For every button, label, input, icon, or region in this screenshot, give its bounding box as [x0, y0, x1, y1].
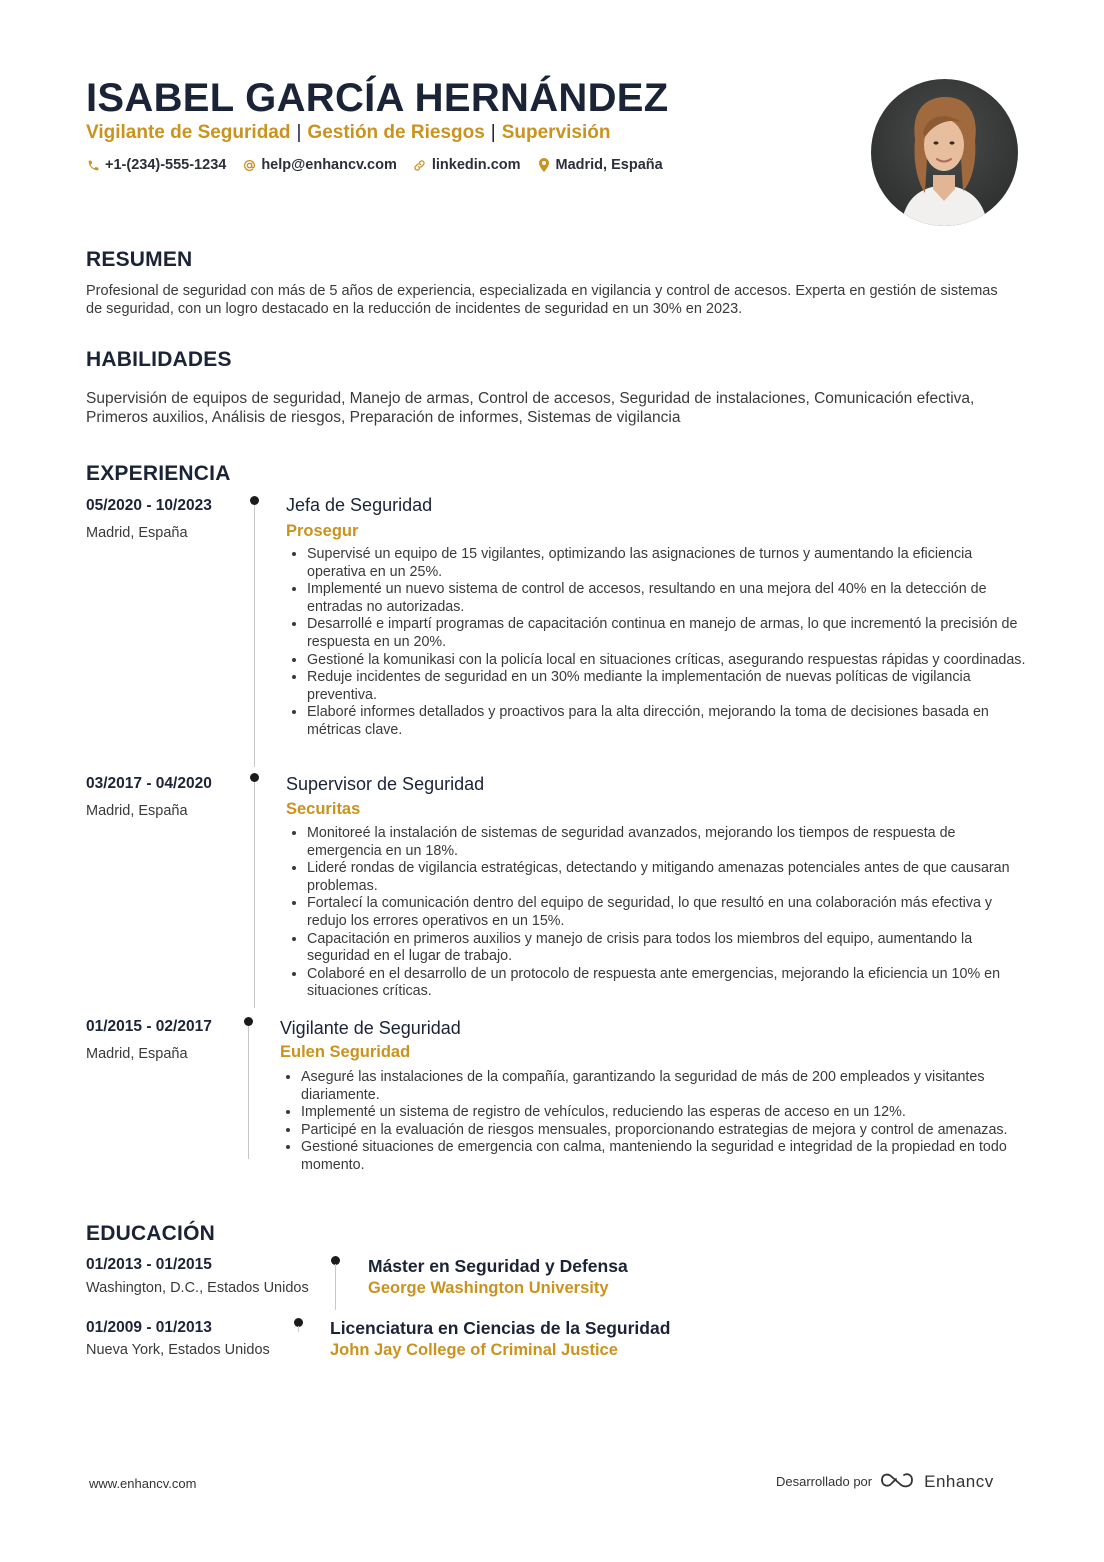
education-degree: Máster en Seguridad y Defensa: [368, 1256, 628, 1276]
contact-linkedin[interactable]: [413, 157, 521, 173]
experience-bullet: • Reduje incidentes de seguridad en un 30% mediante la implementación de nuevas políticas de vigilancia preventiva.: [307, 669, 1027, 704]
skills-text: Supervisión de equipos de seguridad, Manejo de armas, Control de accesos, Seguridad de instalaciones, Comunicación efectiva, Primeros auxilios, Análisis de riesgos, Preparación de informes, Sistemas de vigilancia: [86, 390, 975, 426]
experience-role: Supervisor de Seguridad: [286, 774, 485, 794]
experience-bullet: • Colaboré en el desarrollo de un protocolo de respuesta ante emergencias, mejorando la eficiencia un 10% en situaciones críticas.: [307, 966, 1027, 1001]
timeline-line: [298, 1326, 299, 1332]
experience-location: Madrid, España: [86, 1046, 188, 1062]
experience-location: Madrid, España: [86, 525, 188, 541]
enhancv-logo-icon: [880, 1470, 916, 1493]
experience-date: 05/2020 - 10/2023: [86, 497, 212, 514]
experience-bullet: • Lideré rondas de vigilancia estratégicas, detectando y mitigando amenazas potenciales antes de que causaran problemas.: [307, 860, 1027, 895]
experience-role: Jefa de Seguridad: [286, 495, 433, 515]
experience-company: Eulen Seguridad: [280, 1043, 411, 1061]
headline-separator: |: [490, 122, 496, 143]
timeline-line: [248, 1026, 249, 1159]
candidate-name: ISABEL GARCÍA HERNÁNDEZ: [86, 76, 669, 120]
education-location: Washington, D.C., Estados Unidos: [86, 1280, 309, 1296]
footer-branding[interactable]: [776, 1470, 994, 1493]
education-date: 01/2009 - 01/2013: [86, 1319, 212, 1336]
education-school: John Jay College of Criminal Justice: [330, 1341, 618, 1359]
experience-company: Prosegur: [286, 522, 359, 540]
headline-separator: |: [296, 122, 302, 143]
experience-bullet: • Capacitación en primeros auxilios y manejo de crisis para todos los miembros del equipo, aumentando la seguridad en el lugar de trabajo.: [307, 931, 1027, 966]
experience-bullet: • Monitoreé la instalación de sistemas de seguridad avanzados, mejorando los tiempos de respuesta de emergencia en un 18%.: [307, 825, 1027, 860]
experience-bullet: • Supervisé un equipo de 15 vigilantes, optimizando las asignaciones de turnos y aumentando la eficiencia operativa en un 25%.: [307, 546, 1027, 581]
linkedin-text: linkedin.com: [431, 157, 521, 173]
timeline-line: [254, 505, 255, 767]
experience-bullet: • Elaboré informes detallados y proactivos para la alta dirección, mejorando la toma de decisiones basada en métricas clave.: [307, 704, 1027, 739]
map-pin-icon: [537, 158, 551, 172]
headline-title-1: Vigilante de Seguridad: [86, 122, 291, 143]
contact-email[interactable]: [242, 157, 397, 173]
experience-bullets: [287, 546, 1027, 740]
headline: [86, 122, 610, 144]
experience-bullet: • Aseguré las instalaciones de la compañía, garantizando la seguridad de más de 200 empleados y visitantes diariamente.: [301, 1069, 1027, 1104]
experience-date: 01/2015 - 02/2017: [86, 1018, 212, 1035]
location-text: Madrid, España: [555, 157, 663, 173]
education-school: George Washington University: [368, 1279, 609, 1297]
headline-title-2: Gestión de Riesgos: [307, 122, 485, 143]
experience-company: Securitas: [286, 800, 361, 818]
brand-name: Enhancv: [924, 1471, 994, 1491]
skills-heading: HABILIDADES: [86, 348, 232, 371]
education-date: 01/2013 - 01/2015: [86, 1256, 212, 1273]
experience-bullet: • Implementé un sistema de registro de vehículos, reduciendo las esperas de acceso en un 12%.: [301, 1104, 1027, 1122]
experience-bullet: • Desarrollé e impartí programas de capacitación continua en manejo de armas, lo que incrementó la precisión de respuesta en un 20%.: [307, 616, 1027, 651]
summary-heading: RESUMEN: [86, 248, 193, 271]
summary-text: Profesional de seguridad con más de 5 años de experiencia, especializada en vigilancia y control de accesos. Experta en gestión de sistemas de seguridad, con un logro destacado en la reducción de incidentes de seguridad en un 30% en 2023.: [86, 283, 998, 317]
timeline-dot: [250, 773, 259, 782]
experience-bullets: [287, 825, 1027, 1001]
contact-bar: [86, 157, 663, 173]
experience-bullet: • Participé en la evaluación de riesgos mensuales, proporcionando estrategias de mejora y control de amenazas.: [301, 1122, 1027, 1140]
experience-bullets: [281, 1069, 1027, 1175]
experience-heading: EXPERIENCIA: [86, 462, 231, 485]
timeline-dot: [250, 496, 259, 505]
experience-bullet: • Gestioné situaciones de emergencia con calma, manteniendo la seguridad e integridad de la propiedad en todo momento.: [301, 1139, 1027, 1174]
email-text: help@enhancv.com: [261, 157, 397, 173]
link-icon: [413, 158, 427, 172]
experience-bullet: • Gestioné la komunikasi con la policía local en situaciones críticas, asegurando respuestas rápidas y coordinadas.: [307, 652, 1027, 670]
phone-text: +1-(234)-555-1234: [105, 157, 227, 173]
contact-location: [537, 157, 663, 173]
timeline-dot: [244, 1017, 253, 1026]
experience-date: 03/2017 - 04/2020: [86, 775, 212, 792]
experience-role: Vigilante de Seguridad: [280, 1018, 461, 1038]
profile-photo: [871, 79, 1018, 226]
footer-website-link[interactable]: www.enhancv.com: [89, 1476, 197, 1491]
at-icon: [242, 158, 256, 172]
experience-bullet: • Fortalecí la comunicación dentro del equipo de seguridad, lo que resultó en una colaboración más efectiva y redujo los errores operativos en un 15%.: [307, 895, 1027, 930]
headline-title-3: Supervisión: [501, 122, 611, 143]
timeline-line: [335, 1264, 336, 1310]
contact-phone[interactable]: [86, 157, 226, 173]
experience-location: Madrid, España: [86, 803, 188, 819]
timeline-line: [254, 782, 255, 1008]
experience-bullet: • Implementé un nuevo sistema de control de accesos, resultando en una mejora del 40% en la detección de entradas no autorizadas.: [307, 581, 1027, 616]
education-heading: EDUCACIÓN: [86, 1222, 215, 1245]
education-degree: Licenciatura en Ciencias de la Seguridad: [330, 1318, 671, 1338]
phone-icon: [86, 158, 100, 172]
education-location: Nueva York, Estados Unidos: [86, 1342, 270, 1358]
powered-by-label: Desarrollado por: [776, 1474, 873, 1489]
